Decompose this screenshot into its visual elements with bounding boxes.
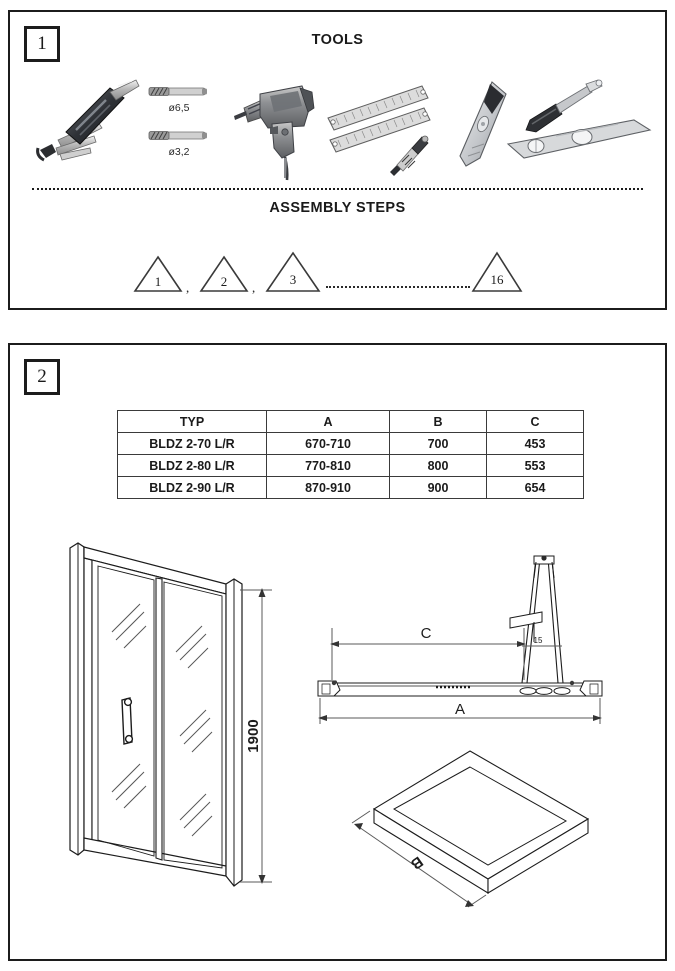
- shower-door-isometric-drawing: [40, 520, 320, 925]
- step-triangle-16-number: 16: [490, 272, 504, 287]
- cell-b: 900: [390, 477, 487, 499]
- offset-dimension-label: 15: [533, 636, 543, 645]
- step-triangle-3-number: 3: [289, 272, 297, 287]
- table-row: [118, 433, 584, 455]
- cell-b: 700: [390, 433, 487, 455]
- spirit-level-icon: [506, 118, 652, 169]
- table-header-a: A: [267, 411, 390, 433]
- panel-number-2: 2: [37, 366, 47, 387]
- cell-a: 770-810: [267, 455, 390, 477]
- cell-c: 553: [487, 455, 584, 477]
- marking-awl-icon: [388, 128, 432, 181]
- drill-bit-small-label: ø3,2: [168, 146, 190, 158]
- table-row: [118, 477, 584, 499]
- panel-tools: [8, 10, 667, 310]
- step-triangle-1-number: 1: [154, 274, 162, 289]
- cell-a: 670-710: [267, 433, 390, 455]
- dimension-table: [117, 410, 584, 499]
- step-triangle-2: [198, 254, 250, 294]
- table-header-row: [118, 411, 584, 433]
- shower-tray-isometric-drawing: [330, 735, 630, 925]
- table-header-b: B: [390, 411, 487, 433]
- table-row: [118, 455, 584, 477]
- panel-number-1: 1: [37, 33, 47, 54]
- panel-number-badge-2: [24, 359, 60, 395]
- cell-typ: BLDZ 2-80 L/R: [118, 455, 267, 477]
- top-section-view-drawing: [310, 550, 610, 735]
- multi-tool-knife-icon: [32, 78, 142, 183]
- step-separator-1: ,: [186, 280, 190, 295]
- table-header-typ: TYP: [118, 411, 267, 433]
- step-triangle-1: [132, 254, 184, 294]
- step-triangle-2-number: 2: [220, 274, 228, 289]
- assembly-steps-heading: ASSEMBLY STEPS: [269, 200, 406, 216]
- step-triangle-16: [470, 250, 524, 294]
- width-dimension-label: A: [454, 701, 466, 718]
- cell-typ: BLDZ 2-70 L/R: [118, 433, 267, 455]
- door-height-dimension-label: 1900: [245, 719, 262, 753]
- cell-typ: BLDZ 2-90 L/R: [118, 477, 267, 499]
- cell-c: 654: [487, 477, 584, 499]
- cell-c: 453: [487, 433, 584, 455]
- tools-row: [10, 70, 665, 185]
- steps-ellipsis: [326, 286, 470, 288]
- cell-b: 800: [390, 455, 487, 477]
- drill-bit-large-label: ø6,5: [168, 102, 190, 114]
- tray-depth-dimension-label: B: [407, 852, 426, 873]
- assembly-steps-row: [10, 250, 665, 310]
- cell-a: 870-910: [267, 477, 390, 499]
- section-divider: [32, 188, 643, 190]
- inner-dimension-label: C: [420, 625, 432, 642]
- power-drill-icon: [232, 72, 322, 187]
- tools-heading: TOOLS: [311, 32, 364, 48]
- step-triangle-3: [264, 250, 322, 294]
- table-header-c: C: [487, 411, 584, 433]
- step-separator-2: ,: [252, 280, 256, 295]
